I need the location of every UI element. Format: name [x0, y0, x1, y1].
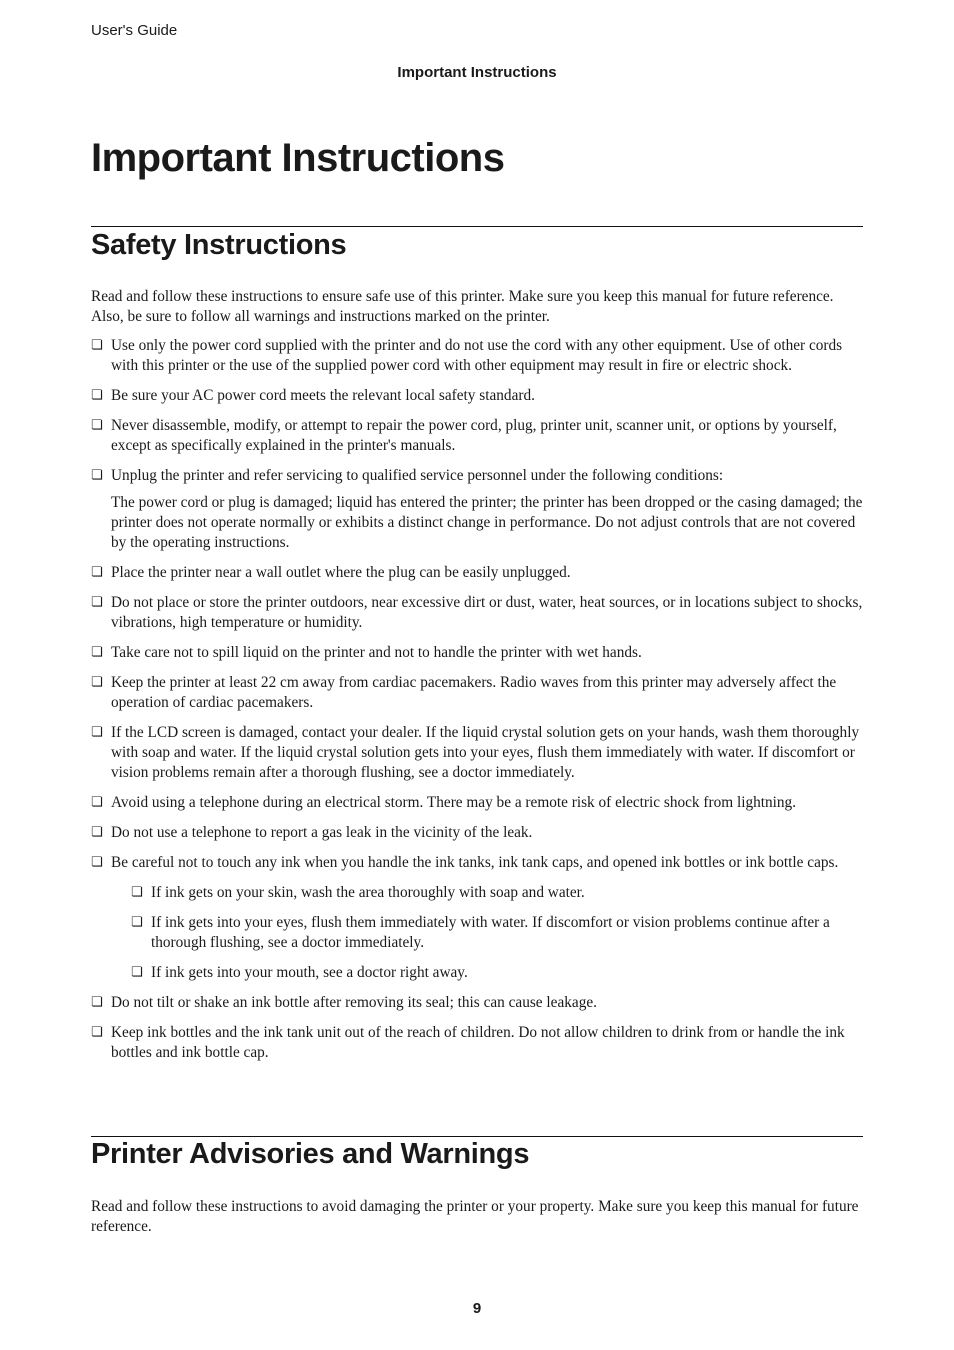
list-item: ❏ Never disassemble, modify, or attempt to repair the power cord, plug, printer unit, scanner unit, or options by yourself, except as specifically explained in the printer's manuals. [91, 417, 837, 454]
sub-list-item: ❏ If ink gets into your eyes, flush them immediately with water. If discomfort or vision problems continue after a thorough flushing, see a doctor immediately. [131, 914, 830, 951]
list-item: ❏ Be careful not to touch any ink when you handle the ink tanks, ink tank caps, and opened ink bottles or ink bottle caps. ❏ If ink gets on your skin, wash the area thoroughly with soap and water. ❏ If ink gets into your eyes, flush them immediately with water. If discomfort or vision problems continue after a thorough flushing, see a doctor immediately. ❏ If ink gets into your mouth, see a doctor right away. [91, 853, 863, 983]
checkbox-bullet-icon: ❏ [131, 885, 143, 900]
sub-list-item: ❏ If ink gets into your mouth, see a doctor right away. [131, 964, 468, 981]
page-number: 9 [472, 1300, 482, 1317]
section-title-advisories: Printer Advisories and Warnings [91, 1138, 530, 1170]
checkbox-bullet-icon: ❏ [91, 388, 103, 403]
checkbox-bullet-icon: ❏ [91, 595, 103, 610]
section-divider [91, 1136, 863, 1137]
list-item: ❏ Keep the printer at least 22 cm away from cardiac pacemakers. Radio waves from this printer may adversely affect the operation of cardiac pacemakers. [91, 674, 837, 711]
checkbox-bullet-icon: ❏ [131, 965, 143, 980]
unplug-conditions: The power cord or plug is damaged; liquid has entered the printer; the printer has been dropped or the casing damaged; the printer does not operate normally or exhibits a distinct change in performance. Do not adjust controls that are not covered by the operating instructions. [111, 494, 863, 551]
sub-list-item: ❏ If ink gets on your skin, wash the area thoroughly with soap and water. [131, 884, 585, 901]
list-item: ❏ Avoid using a telephone during an electrical storm. There may be a remote risk of electric shock from lightning. [91, 794, 797, 811]
checkbox-bullet-icon: ❏ [91, 1025, 103, 1040]
list-item: ❏ Place the printer near a wall outlet where the plug can be easily unplugged. [91, 564, 571, 581]
checkbox-bullet-icon: ❏ [91, 418, 103, 433]
ink-sublist [111, 883, 863, 983]
checkbox-bullet-icon: ❏ [91, 855, 103, 870]
list-item: ❏ Keep ink bottles and the ink tank unit out of the reach of children. Do not allow children to drink from or handle the ink bottles and ink bottle cap. [91, 1024, 845, 1061]
list-item: ❏ Be sure your AC power cord meets the relevant local safety standard. [91, 387, 535, 404]
list-item: ❏ Do not tilt or shake an ink bottle after removing its seal; this can cause leakage. [91, 994, 597, 1011]
running-header: Important Instructions [397, 64, 557, 81]
list-item: ❏ Unplug the printer and refer servicing to qualified service personnel under the following conditions: The power cord or plug is damaged; liquid has entered the printer; the printer has been dropped or the casing damaged; the printer does not operate normally or exhibits a distinct change in performance. Do not adjust controls that are not covered by the operating instructions. [91, 467, 863, 551]
checkbox-bullet-icon: ❏ [91, 825, 103, 840]
safety-intro: Read and follow these instructions to ensure safe use of this printer. Make sure you keep this manual for future reference. Also, be sure to follow all warnings and instructions marked on the printer. [91, 288, 834, 325]
page-title: Important Instructions [91, 136, 505, 180]
advisories-intro: Read and follow these instructions to avoid damaging the printer or your property. Make sure you keep this manual for future reference. [91, 1198, 859, 1235]
list-item: ❏ Use only the power cord supplied with the printer and do not use the cord with any other equipment. Use of other cords with this printer or the use of the supplied power cord with other equipment may result in fire or electric shock. [91, 337, 843, 374]
checkbox-bullet-icon: ❏ [91, 645, 103, 660]
guide-label: User's Guide [91, 22, 178, 39]
safety-list [91, 336, 863, 1073]
list-item: ❏ Do not place or store the printer outdoors, near excessive dirt or dust, water, heat sources, or in locations subject to shocks, vibrations, high temperature or humidity. [91, 594, 863, 631]
checkbox-bullet-icon: ❏ [91, 725, 103, 740]
checkbox-bullet-icon: ❏ [131, 915, 143, 930]
checkbox-bullet-icon: ❏ [91, 338, 103, 353]
list-item: ❏ Take care not to spill liquid on the printer and not to handle the printer with wet hands. [91, 644, 642, 661]
section-divider [91, 226, 863, 227]
checkbox-bullet-icon: ❏ [91, 795, 103, 810]
checkbox-bullet-icon: ❏ [91, 468, 103, 483]
checkbox-bullet-icon: ❏ [91, 565, 103, 580]
list-item: ❏ If the LCD screen is damaged, contact your dealer. If the liquid crystal solution gets on your hands, wash them thoroughly with soap and water. If the liquid crystal solution gets into your eyes, flush them immediately with water. If discomfort or vision problems remain after a thorough flushing, see a doctor immediately. [91, 724, 860, 781]
list-item: ❏ Do not use a telephone to report a gas leak in the vicinity of the leak. [91, 824, 533, 841]
checkbox-bullet-icon: ❏ [91, 995, 103, 1010]
checkbox-bullet-icon: ❏ [91, 675, 103, 690]
section-title-safety: Safety Instructions [91, 229, 347, 261]
